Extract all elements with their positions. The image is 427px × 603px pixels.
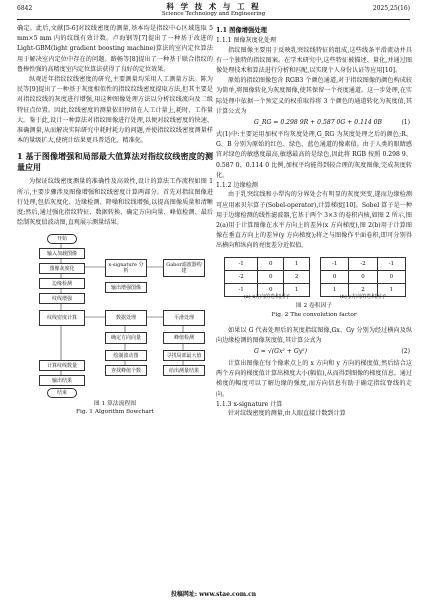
journal-title: 科 学 技 术 与 工 程 <box>166 2 261 11</box>
figure-caption-en: Fig. 1 Algorithm flowchart <box>76 409 154 416</box>
flow-enhance: 纹线增强 <box>39 293 85 304</box>
subsubsection-heading: 1.1.2 边缘检测 <box>216 181 258 189</box>
flow-start: 开始 <box>47 234 77 244</box>
flow-check: 查找峰值个数 <box>105 365 147 376</box>
kernel-x: -1 0 1 -2 0 2 -1 0 1 <box>224 257 310 298</box>
flow-data: 数据处理 <box>105 310 147 326</box>
convolution-figure <box>216 255 412 325</box>
header-rule <box>17 19 410 20</box>
subsubsection-heading: 1.1.1 图像灰度化处理 <box>216 37 277 44</box>
paragraph: 如果以 G 代表处理后的灰度指纹图像,Gx、Gy 分别为经过横向及纵向边缘检测的图像灰度值,其计算公式为 <box>216 326 412 344</box>
flow-vector: 寻找局部最大值 <box>163 350 205 361</box>
formula-expression: G = √(Gx² + Gy²) <box>254 348 307 356</box>
page-footer: 投稿网址: www.stae.com.cn <box>170 591 257 598</box>
flow-gray: 图像灰度化 <box>39 263 85 274</box>
formula-number: (1) <box>401 118 410 126</box>
flow-edge: 边缘检测 <box>39 278 85 289</box>
flow-density: 绘制波动图 <box>105 350 147 361</box>
page-number: 6842 <box>17 5 33 12</box>
flow-end: 结束 <box>47 388 77 398</box>
paragraph: 纵观近年指纹纹线密度的研究,主要测量均采用人工测量方法。陈为民等[9]提出了一种基于灰度相似性的指纹纹线密度提取方法,但其主要是对指纹纹线的灰度进行增强,用这种图像处理方法以分析纹线流向及二级特征点位置。因此,纹线密度的测量依旧停留在人工计量上,耗时、工作量大。鉴于此,设计一种算法对指纹图像进行处理,以便对纹线密度的快速、准确测量,从而解决实际研究中耗时耗力的问题,并使指纹纹线密度测量样本的量级扩大,使统计结果更具普适化、精准化。 <box>17 76 213 145</box>
flowchart-figure <box>17 232 213 417</box>
paragraph: 针对纹线密度的测量,由人眼直接计数到计算 <box>228 410 346 418</box>
journal-title-en: Science Technology and Engineering <box>161 11 266 17</box>
paragraph: 指纹图像主要用于反映乳突纹线特征的组成,这些线条平滑流动并具有一个独特的指纹图案。在学术研究中,这些特征被描述、量化,并通过图像处理技术和算法进行分析和匹配,以实现个人身份认证等应用[10]。 <box>216 46 412 74</box>
paragraph: 由于乳突纹线和小犁沟的分界处会有明显的灰度突变,遂而边缘检测可应用索贝尔算子(Sobel-operator),计算梯度[10]。Sobel 算子是一种用于边缘检测的线性滤波器,它基于两个 3×3 的卷积内核,如图 2 所示,图 2(a)用于计算图像在水平方向上的差异(x 方向梯度),图 2(b)用于计算图像在垂直方向上的差异(y 方向梯度);将之与图像作平面卷积,即可分别得出横向和纵向的亮度差分近似值。 <box>216 191 412 250</box>
figure-caption: 图 2 卷积因子 <box>295 302 333 309</box>
subcaption-a: (a) x方向的卷积因子 <box>243 293 291 300</box>
subsection-heading: 1.1 图像增强处理 <box>216 27 267 34</box>
flow-gabor: Gabor滤波器构建 <box>163 259 205 277</box>
paragraph: 式(1)中:主要运用加权平均灰度处理,G_RG 为灰度处理之后的颜色;R、G、B 分别为原始的红色、绿色、蓝色通道的像素值。由于人类的眼睛感官对绿色的敏感度最高,敏感最高的是绿色,因此将 RGB 按照 0.298 9、0.587 0、0.114 0 比例,加权平均能得到较合理的灰度图像,完成灰度转化。 <box>216 130 412 179</box>
formula-number: (2) <box>401 348 410 356</box>
paragraph: 原始的指纹图像包含 RGB3 个颜色通道,对于指纹图像的颜色构成较为简单,将图像转化为灰度图像,使其保留一个亮度通道。这一步处理,在实际处理中依据一个预定义的权重取得将 3 个颜色的通道转化为灰度值,其计算公式为 <box>216 77 412 115</box>
subsubsection-heading: 1.1.3 x-signature 计算 <box>216 400 283 408</box>
formula-2 <box>216 347 412 358</box>
formula-expression: G_RG = 0.298 9R + 0.587 0G + 0.114 0B <box>254 118 383 126</box>
flow-count: 计算纹线数量 <box>39 360 85 371</box>
flow-input: 输入加载图像 <box>39 248 85 259</box>
paragraph: 计算出图像在每个像素点上的 x 方向和 y 方向的梯度值,然后结合这两个方向的梯度值计算出梯度大小(幅值),从而得到图像的梯度信息。通过梯度的幅度可以了解边缘的强度,而方向信息有助于确定指纹脊线的走向。 <box>216 360 412 398</box>
figure-caption-en: Fig. 2 The convolution factor <box>271 311 357 318</box>
page-header <box>0 0 427 22</box>
kernel-y: -1 -2 -1 0 0 0 1 2 1 <box>320 257 406 298</box>
flow-locate: 确定方向向量 <box>105 332 147 344</box>
flow-peak: 峰值检测 <box>163 332 205 344</box>
flow-binary: 输出增强图像 <box>105 282 147 293</box>
issue-label: 2025,25(16) <box>372 5 410 12</box>
section-heading: 1 基于图像增强和局部最大值算法对指纹纹线密度的测量应用 <box>17 151 213 173</box>
paragraph: 为保证纹线密度测量的准确性及高效性,设计的算法工作流程如图 1 所示,主要步骤涉及图像增强和纹线密度计算两部分。首先对指纹图像进行处理,包括灰度化、边缘检测、降噪和纹线增强,以提高图像质量和清晰度;然后,通过强化指纹特征、数据转换、确定方向向量、峰值检测、最后绘制灰度值波动图,直观展示测量结果。 <box>17 178 213 227</box>
paragraph: 确定。此后,文献[5-6]对纹线密度的测量,基本均是指纹中心区域选取 5 mm×5 mm 内的纹线有效计数。卢海钢等[7]提出了一种基于改进的 Light-GBM(light gradient boosting machine)算法的室内定位算法用于解决室内定位中存在的问题。路畅等[8]提出了一种基于联合指纹的鲁棒性强的高精度室内定位算法获得了良好的定位效果。 <box>17 25 213 73</box>
subcaption-b: (b) y方向的卷积因子 <box>339 293 387 300</box>
left-column <box>17 24 213 417</box>
formula-1 <box>216 118 412 129</box>
flow-xsig: x-signature 分析 <box>105 259 147 277</box>
flow-output: 输出结果 <box>39 375 85 386</box>
flow-smooth: 平滑处理 <box>163 310 205 326</box>
right-column <box>216 24 412 420</box>
flow-measure: 纹线密度计算 <box>39 310 85 326</box>
flow-result: 给出测量结果 <box>163 365 205 376</box>
figure-caption: 图 1 算法流程图 <box>93 401 137 408</box>
